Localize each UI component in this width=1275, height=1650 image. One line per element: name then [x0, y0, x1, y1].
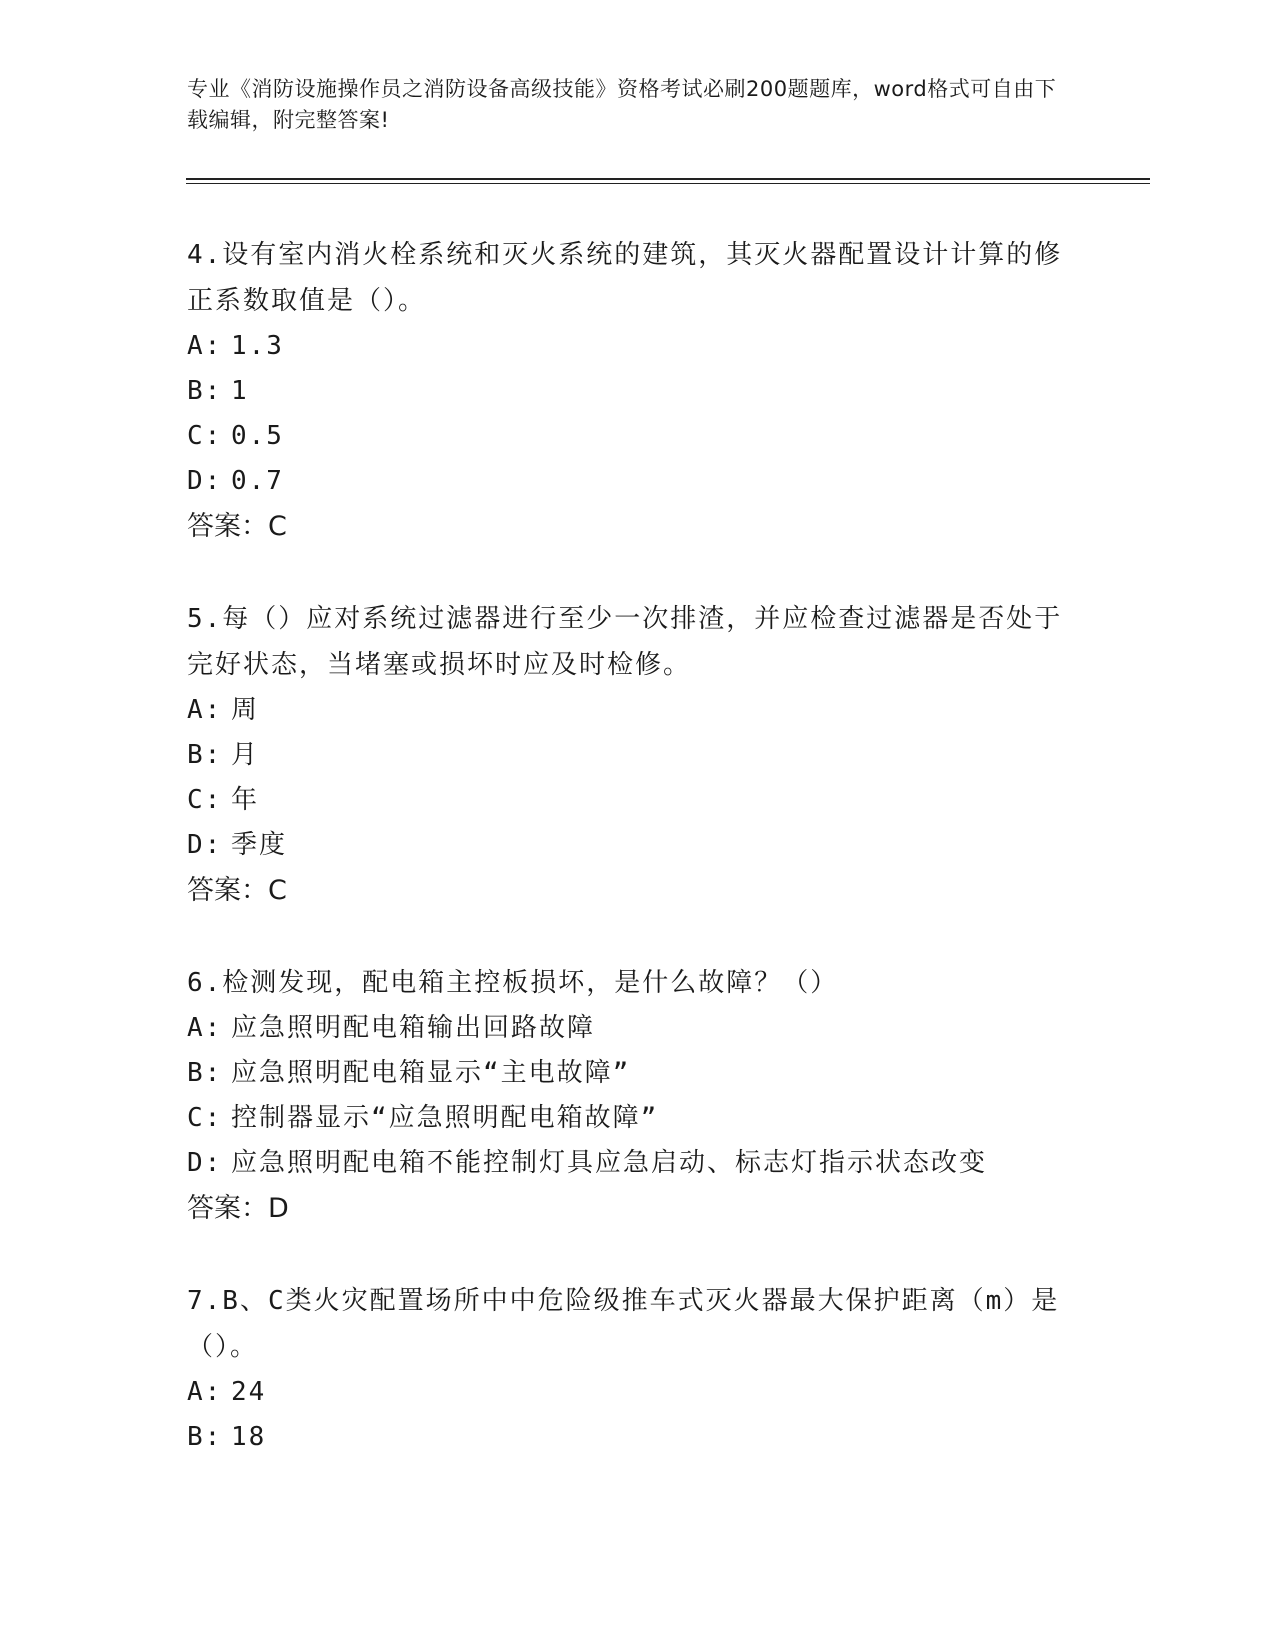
option-label: D: — [187, 830, 223, 860]
option-a — [187, 688, 1087, 733]
option-text: 应急照明配电箱不能控制灯具应急启动、标志灯指示状态改变 — [231, 1148, 988, 1178]
answer-line: 答案：D — [187, 1193, 289, 1224]
header-divider-thin — [186, 183, 1150, 184]
question-stem: 7.B、C类火灾配置场所中中危险级推车式灭火器最大保护距离（m）是（）。 — [187, 1286, 1060, 1362]
question-7 — [187, 1278, 1087, 1460]
option-label: A: — [187, 1013, 223, 1043]
question-4 — [187, 232, 1087, 550]
option-text: 年 — [231, 785, 260, 815]
option-label: B: — [187, 740, 223, 770]
option-text: 月 — [231, 740, 260, 770]
document-header: 专业《消防设施操作员之消防设备高级技能》资格考试必刷200题题库，word格式可自由下载编辑，附完整答案! — [187, 77, 1057, 132]
option-label: A: — [187, 331, 223, 361]
header-divider-thick — [186, 178, 1150, 180]
option-text: 1 — [231, 376, 249, 406]
option-label: B: — [187, 376, 223, 406]
option-label: D: — [187, 466, 223, 496]
option-b — [187, 369, 1087, 414]
question-5 — [187, 596, 1087, 914]
option-b — [187, 733, 1087, 778]
question-6 — [187, 960, 1087, 1232]
option-b — [187, 1415, 1087, 1460]
option-label: B: — [187, 1422, 223, 1452]
option-b — [187, 1051, 1087, 1096]
option-label: B: — [187, 1058, 223, 1088]
option-label: D: — [187, 1148, 223, 1178]
option-c — [187, 778, 1087, 823]
option-text: 应急照明配电箱显示“主电故障” — [231, 1058, 631, 1088]
option-d — [187, 1141, 1087, 1186]
question-list — [187, 232, 1087, 1506]
option-d — [187, 823, 1087, 868]
question-stem: 5.每（）应对系统过滤器进行至少一次排渣，并应检查过滤器是否处于完好状态，当堵塞或损坏时应及时检修。 — [187, 604, 1063, 680]
option-text: 季度 — [231, 830, 288, 860]
option-text: 18 — [231, 1422, 267, 1452]
option-label: C: — [187, 1103, 223, 1133]
option-a — [187, 1370, 1087, 1415]
option-text: 0.5 — [231, 421, 284, 451]
option-text: 0.7 — [231, 466, 284, 496]
question-stem: 6.检测发现，配电箱主控板损坏，是什么故障？（） — [187, 968, 839, 998]
option-text: 1.3 — [231, 331, 284, 361]
option-text: 24 — [231, 1377, 267, 1407]
answer-line: 答案：C — [187, 875, 287, 906]
option-d — [187, 459, 1087, 504]
option-text: 控制器显示“应急照明配电箱故障” — [231, 1103, 659, 1133]
option-label: C: — [187, 785, 223, 815]
option-label: C: — [187, 421, 223, 451]
option-a — [187, 1006, 1087, 1051]
option-text: 周 — [231, 695, 260, 725]
option-c — [187, 414, 1087, 459]
question-stem: 4.设有室内消火栓系统和灭火系统的建筑，其灭火器配置设计计算的修正系数取值是（）。 — [187, 240, 1063, 316]
option-a — [187, 324, 1087, 369]
option-text: 应急照明配电箱输出回路故障 — [231, 1013, 596, 1043]
option-label: A: — [187, 1377, 223, 1407]
option-c — [187, 1096, 1087, 1141]
option-label: A: — [187, 695, 223, 725]
answer-line: 答案：C — [187, 511, 287, 542]
